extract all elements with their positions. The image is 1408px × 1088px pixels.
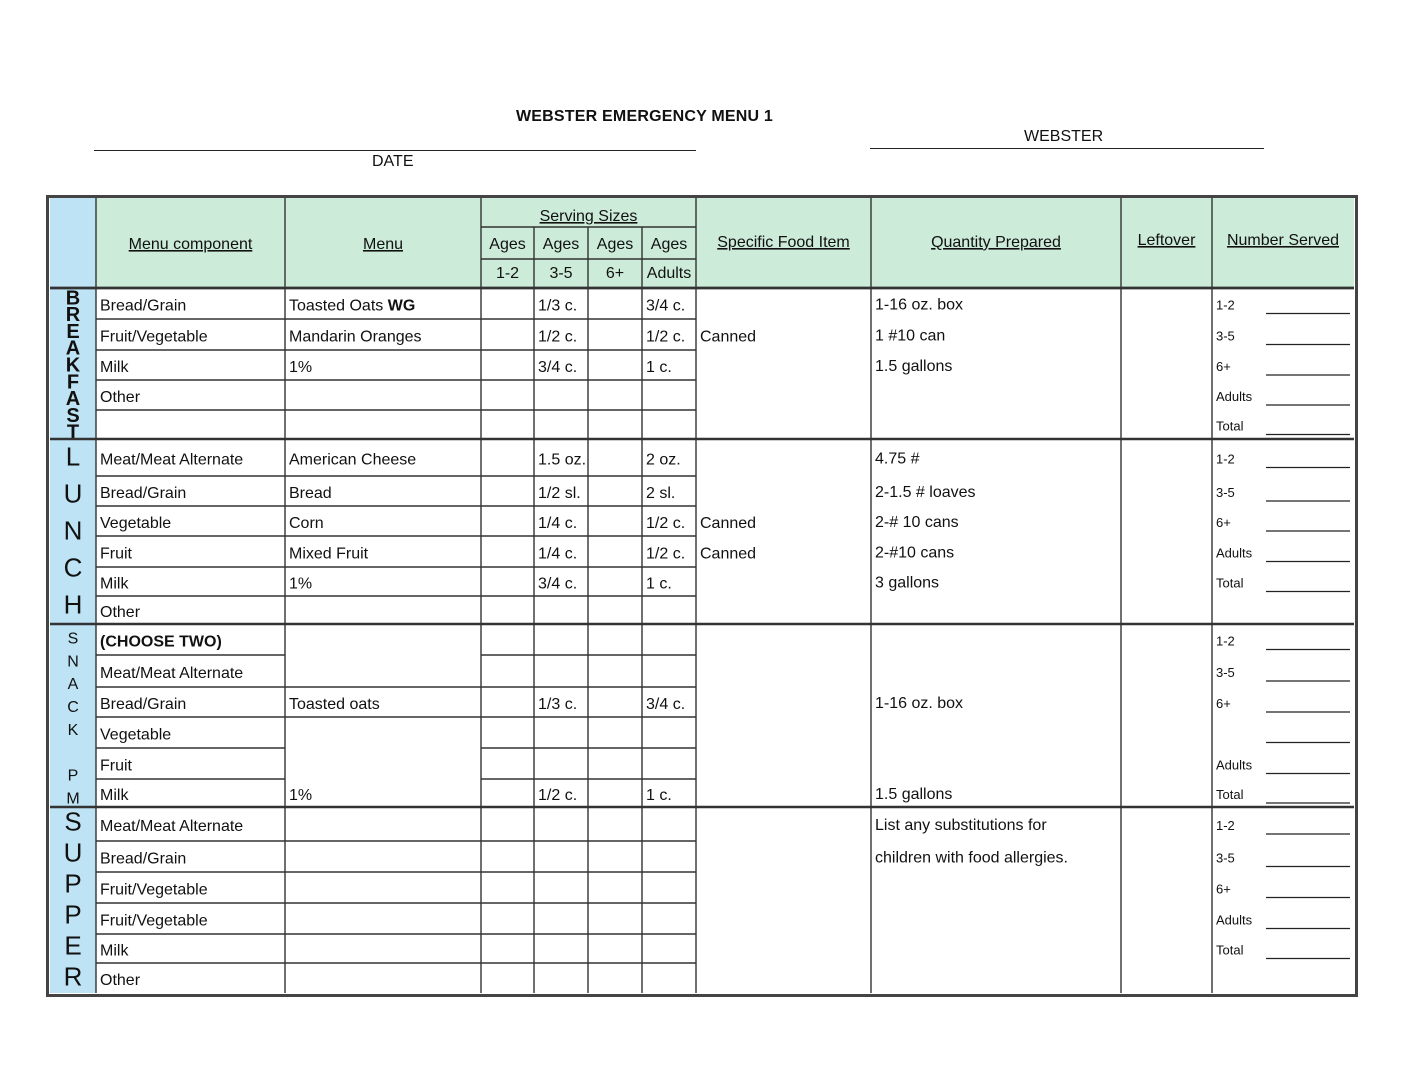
number-served-label: Adults [1216, 757, 1253, 773]
ages-header: Ages [489, 236, 526, 253]
meal-letter-supper: P [64, 899, 82, 930]
meal-letter-breakfast: S [66, 404, 80, 427]
component-cell: Bread/Grain [100, 696, 187, 713]
serving-adults-cell: 3/4 c. [646, 696, 686, 713]
serving-adults-cell: 1/2 c. [646, 515, 686, 532]
number-served-label: 3-5 [1216, 485, 1235, 500]
quantity-prepared-cell: 1.5 gallons [875, 786, 953, 803]
date-label: DATE [372, 153, 414, 170]
ages-header: Ages [596, 236, 634, 253]
quantity-prepared-cell: 1-16 oz. box [875, 296, 964, 314]
ages-header: Ages [542, 236, 580, 253]
serving-adults-cell: 2 oz. [646, 451, 681, 469]
specific-food-item-cell: Canned [700, 328, 757, 346]
quantity-prepared-cell: children with food allergies. [875, 849, 1068, 867]
date-line[interactable] [94, 150, 696, 151]
serving-sizes-header: Serving Sizes [539, 208, 638, 225]
meal-letter-lunch: L [65, 441, 81, 472]
component-cell: Milk [100, 787, 129, 804]
serving-adults-cell: 3/4 c. [646, 297, 686, 315]
table-frame [46, 195, 1358, 997]
meal-letter-breakfast: E [66, 320, 80, 343]
number-served-label: Total [1216, 575, 1244, 591]
specific-food-item-cell: Canned [700, 515, 757, 532]
component-cell: Milk [100, 359, 129, 376]
serving-3-5-cell: 1/2 sl. [538, 485, 581, 502]
serving-adults-cell: 1 c. [646, 787, 672, 804]
menu-cell: Toasted Oats WG [289, 297, 416, 315]
serving-3-5-cell: 1/3 c. [538, 696, 578, 713]
quantity-prepared-cell: 1-16 oz. box [875, 695, 964, 712]
component-cell: Meat/Meat Alternate [100, 818, 244, 835]
meal-letter-supper: E [64, 930, 82, 961]
number-served-label: Adults [1216, 545, 1253, 561]
specific-food-item-header: Specific Food Item [717, 234, 850, 251]
serving-adults-cell: 1 c. [646, 575, 672, 593]
menu-cell: Corn [289, 515, 324, 532]
menu-cell: American Cheese [289, 451, 417, 469]
component-cell: Fruit [100, 545, 132, 563]
menu-cell: 1% [289, 359, 313, 376]
meal-letter-snack: A [67, 676, 79, 694]
site-name: WEBSTER [1024, 128, 1104, 145]
number-served-label: 6+ [1216, 881, 1231, 897]
number-served-label: 3-5 [1216, 665, 1235, 680]
quantity-prepared-cell: 4.75 # [875, 450, 920, 468]
number-served-label: 1-2 [1216, 297, 1235, 313]
serving-3-5-cell: 1/3 c. [538, 297, 578, 315]
meal-letter-snack: P [67, 767, 79, 785]
component-cell: Meat/Meat Alternate [100, 665, 244, 682]
serving-adults-cell: 1/2 c. [646, 545, 686, 563]
quantity-prepared-cell: 1 #10 can [875, 327, 946, 345]
menu-cell: Mandarin Oranges [289, 328, 422, 346]
quantity-prepared-header: Quantity Prepared [931, 234, 1061, 251]
component-cell: Bread/Grain [100, 485, 187, 502]
component-cell: Other [100, 972, 141, 989]
meal-letter-snack: M [66, 790, 80, 808]
component-cell: Fruit [100, 757, 132, 775]
quantity-prepared-cell: 2-# 10 cans [875, 514, 959, 531]
number-served-label: Total [1216, 942, 1244, 958]
number-served-label: Adults [1216, 389, 1253, 404]
meal-letter-breakfast: B [65, 287, 81, 310]
meal-letter-breakfast: F [66, 371, 80, 394]
number-served-label: 1-2 [1216, 451, 1235, 467]
age-group-header: Adults [646, 265, 692, 282]
quantity-prepared-cell: 3 gallons [875, 574, 940, 592]
menu-header: Menu [362, 236, 404, 253]
meal-letter-snack: K [67, 721, 79, 739]
meal-letter-breakfast: K [65, 354, 81, 377]
meal-letter-breakfast: A [65, 337, 81, 360]
menu-cell: Toasted oats [289, 696, 380, 713]
ages-header: Ages [650, 236, 688, 253]
component-cell: Other [100, 389, 141, 406]
document-title: WEBSTER EMERGENCY MENU 1 [516, 108, 773, 125]
number-served-label: 3-5 [1216, 328, 1235, 344]
meal-letter-lunch: C [63, 552, 83, 583]
meal-letter-snack: C [67, 699, 79, 717]
component-cell: Bread/Grain [100, 850, 187, 868]
number-served-label: Total [1216, 787, 1244, 802]
serving-adults-cell: 2 sl. [646, 485, 676, 502]
meal-letter-snack: N [67, 653, 79, 671]
component-cell: Fruit/Vegetable [100, 328, 208, 346]
number-served-label: 6+ [1216, 696, 1231, 711]
meal-letter-lunch: U [63, 478, 83, 509]
meal-letter-supper: S [64, 806, 82, 837]
component-cell: Vegetable [100, 726, 172, 744]
component-cell: Fruit/Vegetable [100, 881, 208, 899]
serving-3-5-cell: 3/4 c. [538, 575, 578, 593]
number-served-label: 1-2 [1216, 818, 1235, 833]
meal-letter-supper: R [63, 961, 83, 992]
component-cell: Bread/Grain [100, 297, 187, 315]
menu-component-header: Menu component [128, 236, 253, 253]
meal-letter-lunch: H [63, 589, 83, 620]
leftover-header: Leftover [1137, 232, 1196, 249]
quantity-prepared-cell: List any substitutions for [875, 817, 1047, 834]
meal-letter-supper: U [63, 837, 83, 868]
serving-3-5-cell: 3/4 c. [538, 359, 578, 376]
quantity-prepared-cell: 1.5 gallons [875, 358, 953, 375]
component-cell: Milk [100, 575, 129, 593]
serving-3-5-cell: 1.5 oz. [538, 451, 587, 469]
serving-3-5-cell: 1/4 c. [538, 515, 578, 532]
meal-letter-supper: P [64, 868, 82, 899]
menu-cell: 1% [289, 787, 313, 804]
component-cell: Vegetable [100, 515, 172, 532]
meal-letter-breakfast: R [65, 304, 81, 327]
component-cell: Other [100, 604, 141, 621]
age-group-header: 1-2 [495, 265, 520, 282]
menu-cell: Bread [289, 485, 332, 502]
number-served-label: Adults [1216, 912, 1253, 928]
component-cell: Fruit/Vegetable [100, 912, 208, 930]
meal-letter-lunch: N [63, 515, 83, 546]
number-served-label: 6+ [1216, 515, 1231, 530]
component-cell: Milk [100, 942, 129, 960]
number-served-label: 1-2 [1216, 633, 1235, 649]
number-served-label: Total [1216, 418, 1244, 434]
quantity-prepared-cell: 2-#10 cans [875, 544, 955, 562]
menu-cell: Mixed Fruit [289, 545, 369, 563]
site-line [870, 148, 1264, 149]
quantity-prepared-cell: 2-1.5 # loaves [875, 484, 976, 501]
number-served-label: 6+ [1216, 359, 1231, 374]
serving-adults-cell: 1/2 c. [646, 328, 686, 346]
meal-letter-breakfast: A [65, 388, 81, 411]
serving-3-5-cell: 1/4 c. [538, 545, 578, 563]
serving-adults-cell: 1 c. [646, 359, 672, 376]
number-served-header: Number Served [1226, 232, 1340, 249]
component-cell: (CHOOSE TWO) [100, 633, 222, 651]
component-cell: Meat/Meat Alternate [100, 451, 244, 469]
serving-3-5-cell: 1/2 c. [538, 328, 578, 346]
number-served-label: 3-5 [1216, 850, 1235, 866]
age-group-header: 6+ [605, 265, 625, 282]
meal-letter-breakfast: T [66, 421, 80, 444]
meal-letter-snack: S [67, 630, 79, 648]
specific-food-item-cell: Canned [700, 545, 757, 563]
age-group-header: 3-5 [549, 265, 573, 282]
serving-3-5-cell: 1/2 c. [538, 787, 578, 804]
menu-cell: 1% [289, 575, 313, 593]
